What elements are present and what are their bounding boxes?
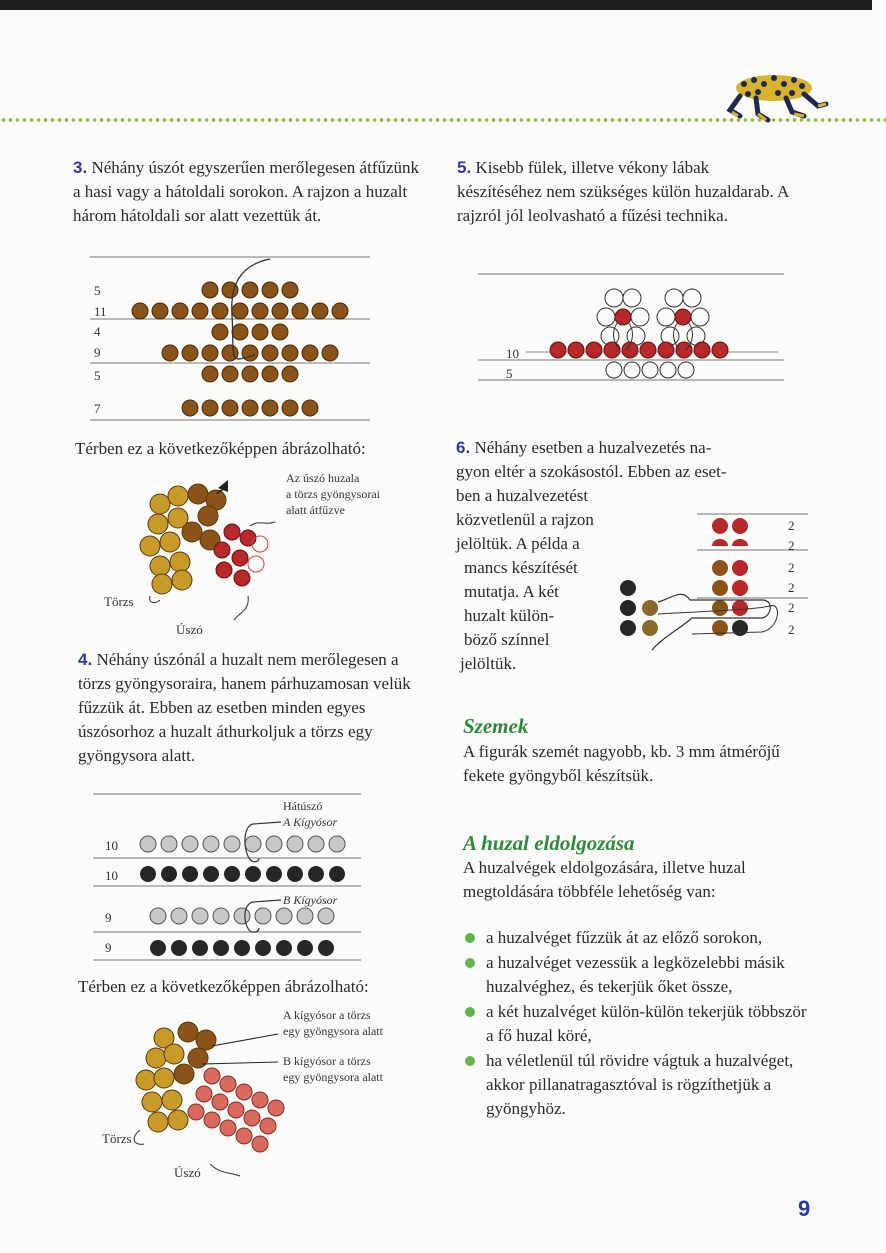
diagram-3d-perpendicular	[100, 464, 440, 644]
top-border-bar	[0, 0, 872, 10]
bullet-item: a huzalvéget fűzzük át az előző sorokon,	[464, 926, 814, 950]
row-label: 5	[94, 368, 101, 383]
annotation-b-line: egy gyöngysora alatt	[283, 1070, 383, 1084]
label-fin: Úszó	[174, 1165, 201, 1180]
section-3-paragraph	[73, 156, 425, 228]
diagram-paw	[612, 510, 812, 660]
diagram-title: Hátúszó	[283, 799, 323, 813]
section-6-line: közvetlenül a rajzon	[456, 510, 594, 529]
section-4-paragraph	[78, 648, 422, 768]
row-label: 2	[788, 518, 795, 533]
row-label: 10	[105, 838, 118, 853]
label-body: Törzs	[102, 1131, 132, 1146]
row-label: 4	[94, 324, 101, 339]
section-4-number: 4.	[78, 650, 93, 669]
section-6-number: 6.	[456, 438, 471, 457]
page-number: 9	[798, 1196, 811, 1221]
space-caption-2: Térben ez a következőképpen ábrázolható:	[78, 977, 369, 996]
section-5-number: 5.	[457, 158, 472, 177]
section-6-line: huzalt külön-	[464, 606, 555, 625]
row-label: 11	[94, 304, 107, 319]
label-a: A Kígyósor	[283, 815, 338, 829]
section-5-text: Kisebb fülek, illetve vékony lábak készítéséhez nem szükséges külön huzaldarab. A rajzról jól leolvasható a fűzési technika.	[457, 158, 789, 225]
frog-illustration	[722, 66, 832, 126]
row-label: 2	[788, 538, 795, 553]
space-caption-1: Térben ez a következőképpen ábrázolható:	[75, 439, 366, 458]
section-5-paragraph	[457, 156, 795, 228]
label-fin: Úszó	[176, 622, 203, 637]
diagram-perpendicular-fin	[90, 255, 380, 425]
huzal-bullet-list	[464, 926, 814, 1122]
label-body: Törzs	[104, 594, 134, 609]
row-label: 7	[94, 401, 101, 416]
annotation-b-line: B kígyósor a törzs	[283, 1054, 371, 1068]
bullet-item: ha véletlenül túl rövidre vágtuk a huzalvéget, akkor pillanatragasztóval is rögzíthetjük a gyöngyhöz.	[464, 1049, 814, 1121]
annotation-line: alatt átfűzve	[286, 503, 345, 517]
section-6-line: mutatja. A két	[464, 582, 559, 601]
row-label: 10	[506, 346, 519, 361]
section-3-number: 3.	[73, 158, 88, 177]
bullet-item: a huzalvéget vezessük a legközelebbi másik huzalvéghez, és tekerjük őket össze,	[464, 951, 814, 999]
diagram-ears	[478, 272, 798, 387]
row-label: 2	[788, 560, 795, 575]
row-label: 5	[94, 283, 101, 298]
szemek-text: A figurák szemét nagyobb, kb. 3 mm átmérőjű fekete gyöngyből készítsük.	[463, 742, 780, 785]
diagram-3d-parallel	[100, 1004, 440, 1184]
section-6-line: gyon eltér a szokásostól. Ebben az eset-	[456, 462, 727, 481]
row-label: 9	[105, 940, 112, 955]
szemek-heading: Szemek	[463, 714, 529, 738]
section-3-text: Néhány úszót egyszerűen merőlegesen átfűzünk a hasi vagy a hátoldali sorokon. A rajzon a huzalt három hátoldali sor alatt vezettük át.	[73, 158, 420, 225]
bullet-item: a két huzalvéget külön-külön tekerjük többször a fő huzal köré,	[464, 1000, 814, 1048]
section-6-line: jelöltük. A példa a	[456, 534, 580, 553]
annotation-a-line: egy gyöngysora alatt	[283, 1024, 383, 1038]
section-6-line: böző színnel	[464, 630, 550, 649]
annotation-line: Az úszó huzala	[286, 471, 360, 485]
annotation-line: a törzs gyöngysorai	[286, 487, 380, 501]
huzal-heading: A huzal eldolgozása	[463, 831, 635, 855]
row-label: 2	[788, 580, 795, 595]
row-label: 9	[105, 910, 112, 925]
label-b: B Kígyósor	[283, 893, 338, 907]
annotation-a-line: A kígyósor a törzs	[283, 1008, 371, 1022]
huzal-text: A huzalvégek eldolgozására, illetve huzal megtoldására többféle lehetőség van:	[463, 858, 746, 901]
row-label: 9	[94, 345, 101, 360]
row-label: 2	[788, 622, 795, 637]
section-6-line: jelöltük.	[460, 654, 517, 673]
section-4-text: Néhány úszónál a huzalt nem merőlegesen a törzs gyöngysoraira, hanem párhuzamosan velük fűzzük át. Ebben az esetben minden egyes úszósorhoz a huzalt áthurkoljuk a törzs egy gyöngysora alatt.	[78, 650, 411, 765]
diagram-parallel-fin	[93, 792, 423, 967]
row-label: 10	[105, 868, 118, 883]
row-label: 5	[506, 366, 513, 381]
row-label: 2	[788, 600, 795, 615]
section-6-line: 6. Néhány esetben a huzalvezetés na-	[456, 438, 712, 457]
section-6-line: mancs készítését	[464, 558, 578, 577]
section-6-line: ben a huzalvezetést	[456, 486, 589, 505]
